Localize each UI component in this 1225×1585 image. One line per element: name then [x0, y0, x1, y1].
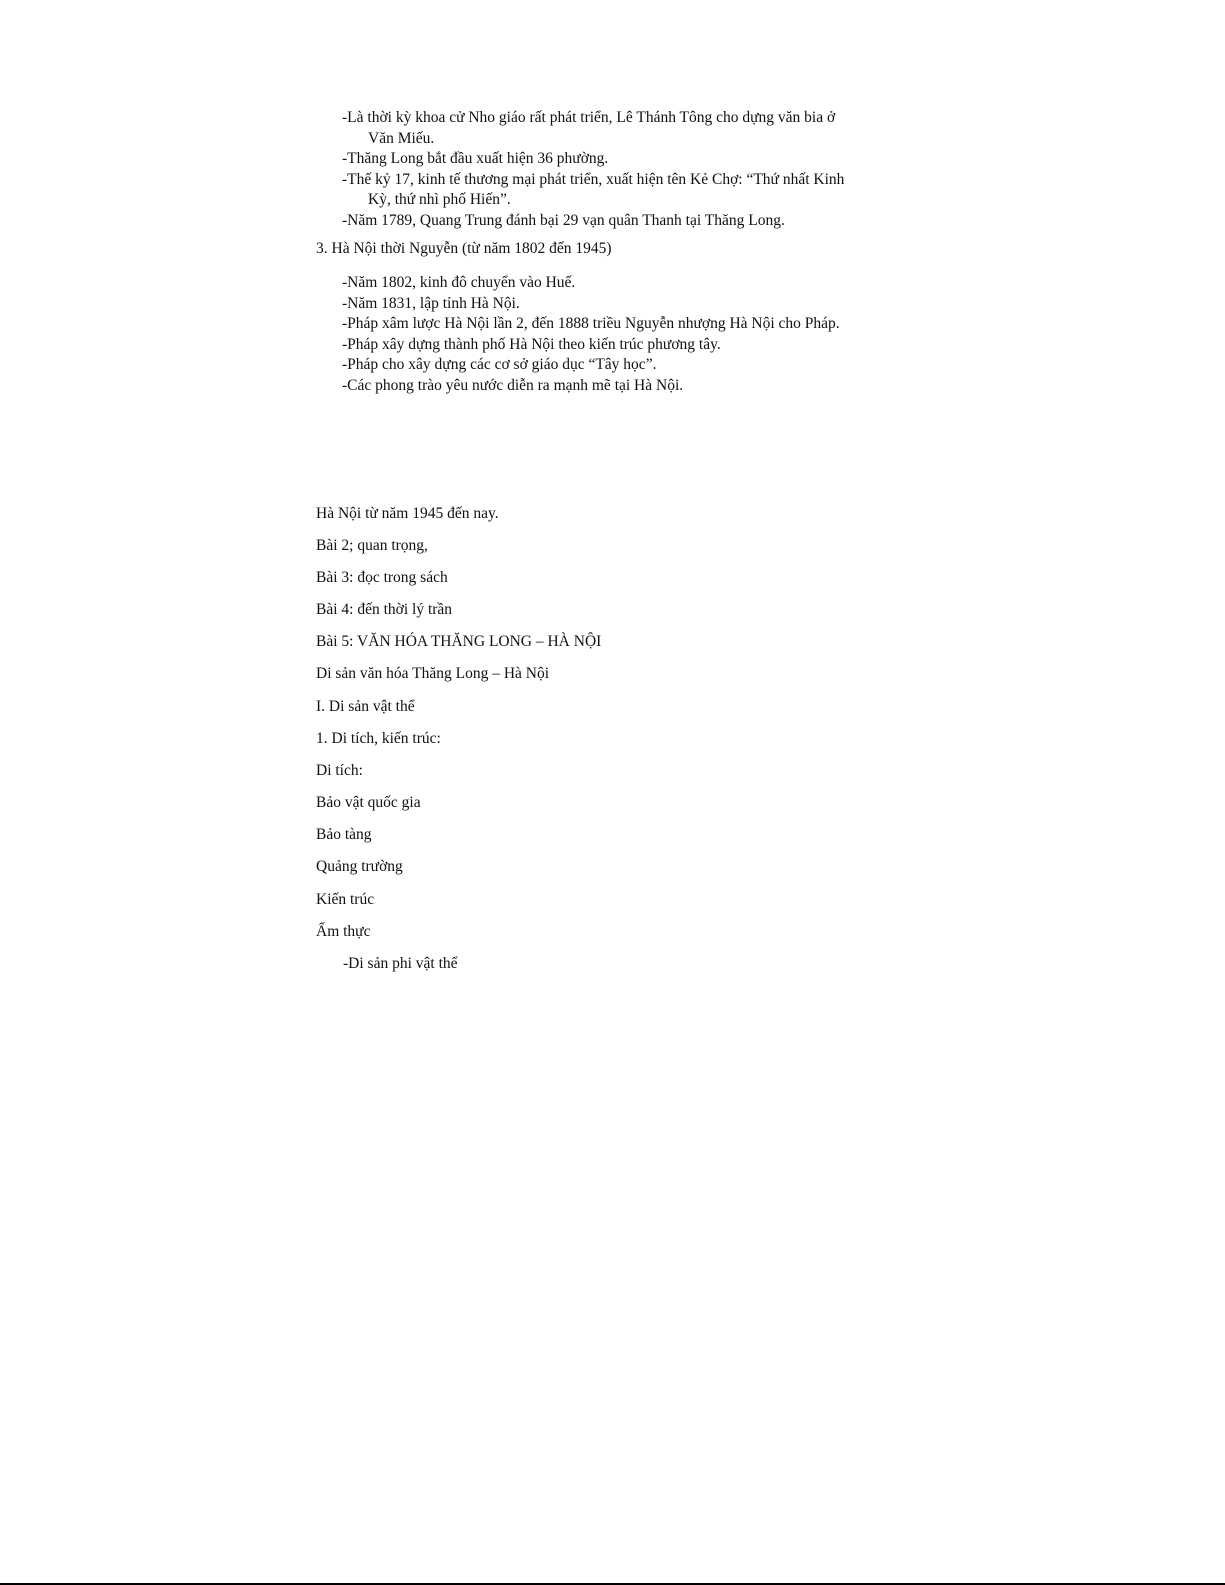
- paragraph: Quảng trường: [316, 858, 403, 875]
- bullet-line-cont: Văn Miếu.: [368, 129, 435, 147]
- bullet-line: -Thăng Long bắt đầu xuất hiện 36 phường.: [342, 150, 609, 167]
- le-bullet-list: [316, 108, 896, 231]
- paragraph: 1. Di tích, kiến trúc:: [316, 730, 441, 747]
- bullet-item: [316, 211, 896, 232]
- paragraph: Hà Nội từ năm 1945 đến nay.: [316, 505, 499, 522]
- bullet-line: -Năm 1789, Quang Trung đánh bại 29 vạn quân Thanh tại Thăng Long.: [342, 211, 785, 229]
- bullet-item: -Di sản phi vật thể: [343, 955, 458, 972]
- paragraph: Bài 2; quan trọng,: [316, 537, 428, 554]
- nguyen-bullet-list: [316, 273, 896, 396]
- paragraph: Bài 4: đến thời lý trần: [316, 601, 453, 618]
- paragraph: Bài 5: VĂN HÓA THĂNG LONG – HÀ NỘI: [316, 633, 602, 650]
- bullet-line-cont: Kỳ, thứ nhì phố Hiến”.: [368, 191, 511, 208]
- paragraph: Bảo vật quốc gia: [316, 794, 421, 811]
- bullet-item: [316, 108, 896, 149]
- paragraph: Di sản văn hóa Thăng Long – Hà Nội: [316, 665, 550, 682]
- bullet-item: [316, 149, 896, 170]
- bullet-item: -Năm 1802, kinh đô chuyển vào Huế.: [342, 274, 576, 291]
- paragraph: Bảo tàng: [316, 826, 372, 843]
- bullet-line: -Thế kỷ 17, kinh tế thương mại phát triển, xuất hiện tên Kẻ Chợ: “Thứ nhất Kinh: [342, 170, 845, 188]
- section-heading: 3. Hà Nội thời Nguyễn (từ năm 1802 đến 1945): [316, 240, 612, 257]
- paragraph: I. Di sản vật thể: [316, 698, 415, 715]
- bullet-line: -Là thời kỳ khoa cử Nho giáo rất phát triển, Lê Thánh Tông cho dựng văn bia ở: [342, 109, 836, 126]
- bullet-item: -Pháp xây dựng thành phố Hà Nội theo kiến trúc phương tây.: [342, 335, 721, 353]
- bullet-item: -Năm 1831, lập tỉnh Hà Nội.: [342, 294, 520, 312]
- bullet-item: [316, 170, 896, 211]
- bullet-item: -Pháp xâm lược Hà Nội lần 2, đến 1888 triều Nguyễn nhượng Hà Nội cho Pháp.: [342, 315, 840, 332]
- paragraph: Ẩm thực: [316, 923, 371, 940]
- bullet-item: -Pháp cho xây dựng các cơ sở giáo dục “Tây học”.: [342, 356, 657, 373]
- paragraph: Di tích:: [316, 762, 363, 779]
- bullet-item: -Các phong trào yêu nước diễn ra mạnh mẽ tại Hà Nội.: [342, 376, 684, 394]
- paragraph: Bài 3: đọc trong sách: [316, 569, 448, 586]
- paragraph: Kiến trúc: [316, 891, 375, 908]
